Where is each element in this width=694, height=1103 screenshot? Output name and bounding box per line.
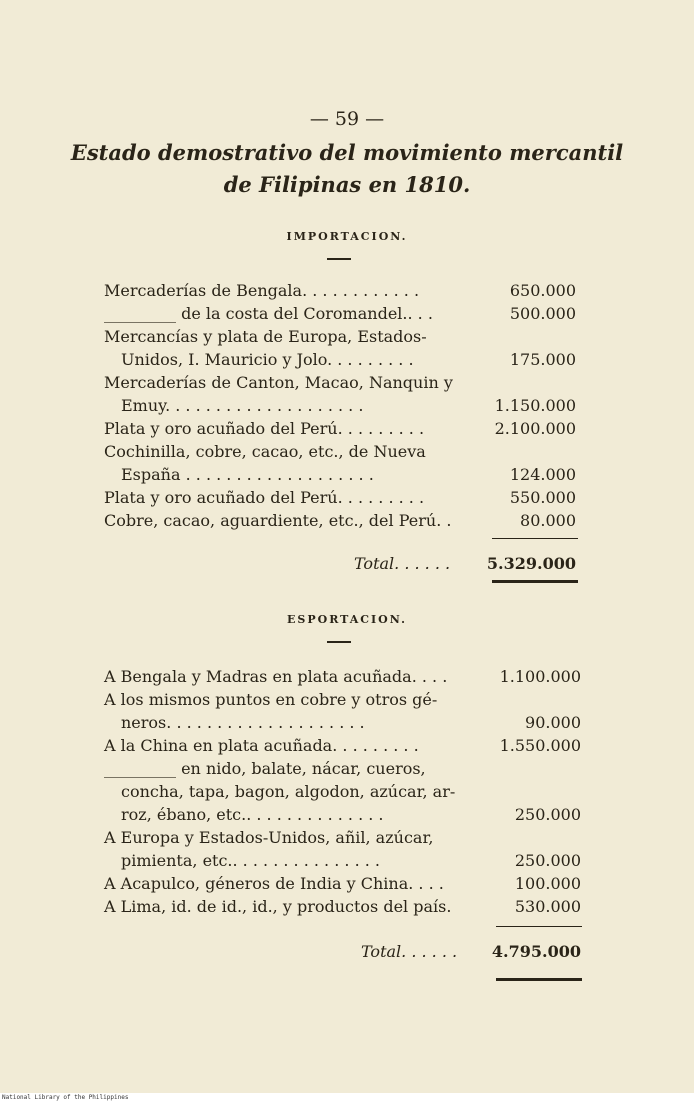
export-line: A Bengala y Madras en plata acuñada. . . . bbox=[104, 667, 448, 686]
export-total-label: Total. . . . . . bbox=[361, 942, 458, 961]
export-line: neros. . . . . . . . . . . . . . . . . . . . bbox=[121, 713, 365, 732]
export-line: _________ en nido, balate, nácar, cueros, bbox=[104, 759, 426, 778]
export-amount: 250.000 bbox=[514, 805, 581, 824]
export-heading: ESPORTACION. bbox=[287, 613, 407, 626]
page-number: — 59 — bbox=[309, 108, 385, 130]
heading-rule bbox=[327, 258, 351, 260]
export-sum-rule bbox=[496, 926, 582, 927]
import-amount: 500.000 bbox=[509, 304, 576, 323]
export-line: A los mismos puntos en cobre y otros gé- bbox=[104, 690, 438, 709]
import-line: Mercancías y plata de Europa, Estados- bbox=[104, 327, 427, 346]
export-line: roz, ébano, etc.. . . . . . . . . . . . . . bbox=[121, 805, 384, 824]
import-heading: IMPORTACION. bbox=[286, 230, 408, 243]
import-line: _________ de la costa del Coromandel.. . . bbox=[104, 304, 433, 323]
import-amount: 2.100.000 bbox=[494, 419, 576, 438]
export-total-rule bbox=[496, 978, 582, 981]
import-total-rule bbox=[492, 580, 578, 583]
import-amount: 80.000 bbox=[520, 511, 576, 530]
import-line: Plata y oro acuñado del Perú. . . . . . . . . bbox=[104, 488, 425, 507]
import-line: Mercaderías de Canton, Macao, Nanquin y bbox=[104, 373, 453, 392]
import-amount: 175.000 bbox=[509, 350, 576, 369]
export-amount: 90.000 bbox=[525, 713, 581, 732]
export-amount: 1.100.000 bbox=[499, 667, 581, 686]
export-line: concha, tapa, bagon, algodon, azúcar, ar- bbox=[121, 782, 456, 801]
import-line: Mercaderías de Bengala. . . . . . . . . . . . bbox=[104, 281, 420, 300]
export-line: A Europa y Estados-Unidos, añil, azúcar, bbox=[104, 828, 434, 847]
export-total-value: 4.795.000 bbox=[491, 942, 581, 961]
import-amount: 124.000 bbox=[509, 465, 576, 484]
import-line: Cobre, cacao, aguardiente, etc., del Perú. . bbox=[104, 511, 452, 530]
export-amount: 530.000 bbox=[514, 897, 581, 916]
export-line: pimienta, etc.. . . . . . . . . . . . . . . bbox=[121, 851, 380, 870]
export-line: A Acapulco, géneros de India y China. . . . bbox=[104, 874, 444, 893]
export-line: A Lima, id. de id., id., y productos del país. bbox=[104, 897, 452, 916]
import-line: Plata y oro acuñado del Perú. . . . . . . . . bbox=[104, 419, 425, 438]
import-total-label: Total. . . . . . bbox=[354, 554, 451, 573]
import-amount: 550.000 bbox=[509, 488, 576, 507]
export-line: A la China en plata acuñada. . . . . . . . . bbox=[104, 736, 419, 755]
import-line: Unidos, I. Mauricio y Jolo. . . . . . . . . bbox=[121, 350, 414, 369]
heading-rule bbox=[327, 641, 351, 643]
import-amount: 650.000 bbox=[509, 281, 576, 300]
import-total-value: 5.329.000 bbox=[486, 554, 576, 573]
library-footer: National Library of the Philippines bbox=[2, 1094, 129, 1101]
export-amount: 1.550.000 bbox=[499, 736, 581, 755]
export-amount: 100.000 bbox=[514, 874, 581, 893]
title-line-1: Estado demostrativo del movimiento mercantil bbox=[70, 140, 624, 165]
import-line: Cochinilla, cobre, cacao, etc., de Nueva bbox=[104, 442, 426, 461]
import-sum-rule bbox=[492, 538, 578, 539]
import-amount: 1.150.000 bbox=[494, 396, 576, 415]
import-line: España . . . . . . . . . . . . . . . . . . . bbox=[121, 465, 374, 484]
import-line: Emuy. . . . . . . . . . . . . . . . . . . . bbox=[121, 396, 364, 415]
title-line-2: de Filipinas en 1810. bbox=[223, 172, 471, 197]
export-amount: 250.000 bbox=[514, 851, 581, 870]
